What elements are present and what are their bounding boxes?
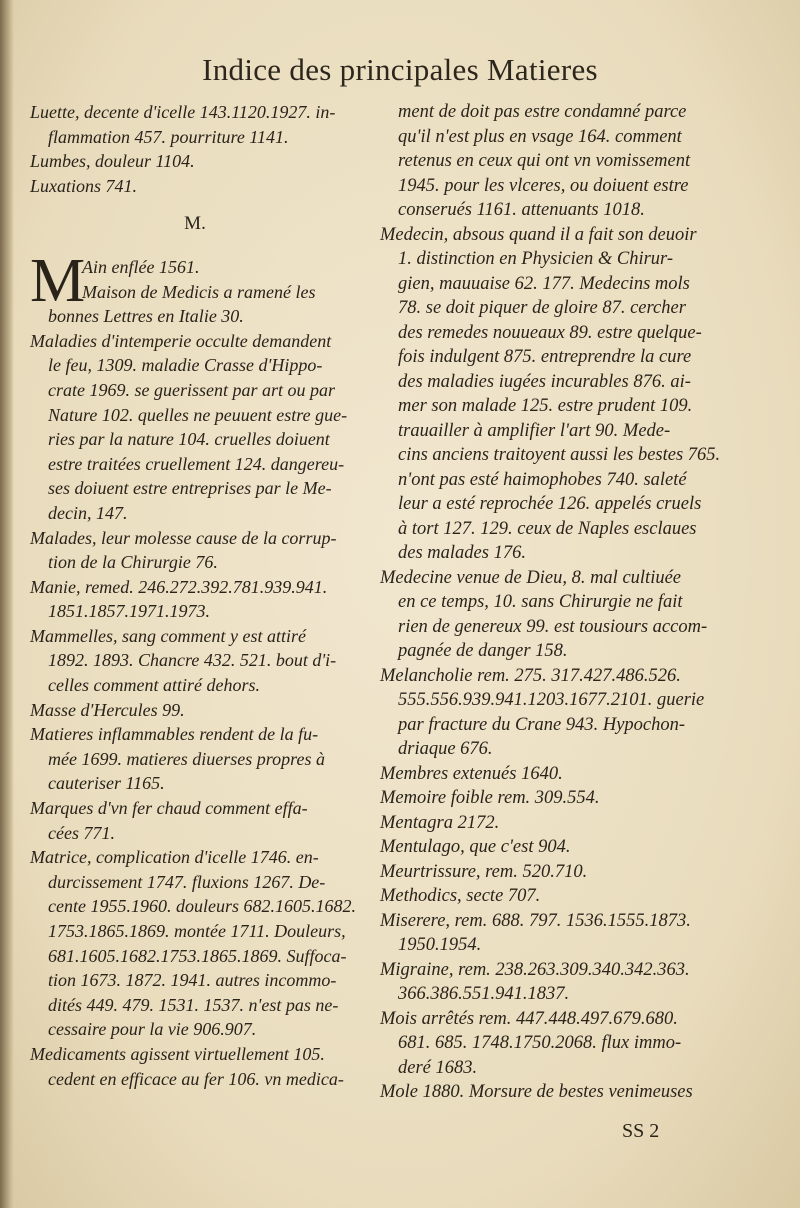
index-line: cins anciens traitoyent aussi les bestes 765. <box>398 445 721 465</box>
index-line: ment de doit pas estre condamné parce <box>398 102 687 122</box>
index-line: Manie, remed. 246.272.392.781.939.941. <box>30 576 328 597</box>
index-line: des maladies iugées incurables 876. ai- <box>398 371 691 392</box>
index-line: 1851.1857.1971.1973. <box>48 601 210 622</box>
index-line: flammation 457. pourriture 1141. <box>48 126 289 147</box>
index-line: Luette, decente d'icelle 143.1120.1927. in- <box>30 102 336 122</box>
index-line: Medecine venue de Dieu, 8. mal cultiuée <box>380 567 682 588</box>
index-line: Mentulago, que c'est 904. <box>380 837 571 857</box>
index-line: durcissement 1747. fluxions 1267. De- <box>48 871 326 892</box>
index-line: Lumbes, douleur 1104. <box>30 151 195 172</box>
index-line: 1. distinction en Physicien & Chirur- <box>398 249 674 269</box>
index-line: Medicaments agissent virtuellement 105. <box>30 1043 325 1064</box>
index-line: Membres extenués 1640. <box>380 763 563 784</box>
index-line: bonnes Lettres en Italie 30. <box>48 306 244 327</box>
index-line: retenus en ceux qui ont vn vomissement <box>398 151 691 171</box>
left-column <box>30 100 360 1091</box>
index-line: driaque 676. <box>398 739 493 759</box>
index-line: ses doiuent estre entreprises par le Me- <box>48 478 332 499</box>
index-line: cées 771. <box>48 822 115 843</box>
index-line: n'ont pas esté haimophobes 740. saleté <box>398 469 687 490</box>
index-line: 1892. 1893. Chancre 432. 521. bout d'i- <box>48 650 337 671</box>
index-line: 366.386.551.941.1837. <box>398 984 570 1004</box>
index-line: celles comment attiré dehors. <box>48 675 260 696</box>
index-line: tion 1673. 1872. 1941. autres incommo- <box>48 970 337 991</box>
index-line: tion de la Chirurgie 76. <box>48 552 218 573</box>
index-line: rien de genereux 99. est tousiours accom- <box>398 616 708 637</box>
index-line: ries par la nature 104. cruelles doiuent <box>48 429 330 450</box>
index-line: en ce temps, 10. sans Chirurgie ne fait <box>398 592 683 612</box>
index-line: trauailler à amplifier l'art 90. Mede- <box>398 420 671 441</box>
index-line: par fracture du Crane 943. Hypochon- <box>398 714 686 735</box>
index-line: cente 1955.1960. douleurs 682.1605.1682. <box>48 896 356 917</box>
index-line: pagnée de danger 158. <box>398 641 568 661</box>
index-line: Masse d'Hercules 99. <box>30 699 185 720</box>
index-line: 681. 685. 1748.1750.2068. flux immo- <box>398 1033 682 1053</box>
index-line: Migraine, rem. 238.263.309.340.342.363. <box>380 959 690 980</box>
index-line: 681.1605.1682.1753.1865.1869. Suffoca- <box>48 945 347 966</box>
index-line: 1753.1865.1869. montée 1711. Douleurs, <box>48 921 346 941</box>
index-line: crate 1969. se guerissent par art ou par <box>48 379 335 400</box>
index-line: Malades, leur molesse cause de la corrup- <box>30 527 337 548</box>
dropcap-block <box>30 246 360 315</box>
index-line: Matieres inflammables rendent de la fu- <box>30 724 319 745</box>
index-line: Melancholie rem. 275. 317.427.486.526. <box>380 665 681 686</box>
index-line: à tort 127. 129. ceux de Naples esclaues <box>398 518 697 539</box>
index-line: Methodics, secte 707. <box>380 886 541 906</box>
index-line: estre traitées cruellement 124. dangereu- <box>48 453 345 474</box>
index-line: Meurtrissure, rem. 520.710. <box>380 861 588 882</box>
left-entries-before <box>30 100 360 198</box>
index-line: 1945. pour les vlceres, ou doiuent estre <box>398 175 689 196</box>
index-line: mée 1699. matieres diuerses propres à <box>48 748 325 769</box>
index-line: fois indulgent 875. entreprendre la cure <box>398 347 692 367</box>
index-line: Luxations 741. <box>30 175 138 196</box>
signature-mark: SS 2 <box>622 1120 660 1142</box>
index-line: Mentagra 2172. <box>380 812 500 833</box>
index-line: conserués 1161. attenuants 1018. <box>398 200 645 220</box>
index-line: leur a esté reprochée 126. appelés cruels <box>398 494 702 514</box>
index-line: cedent en efficace au fer 106. vn medica- <box>48 1068 344 1089</box>
right-entries <box>380 100 765 1105</box>
left-entries-after <box>30 304 360 1091</box>
index-line: Matrice, complication d'icelle 1746. en- <box>30 847 319 868</box>
section-letter: M. <box>184 213 206 235</box>
index-line: 555.556.939.941.1203.1677.2101. guerie <box>398 690 705 710</box>
page-edge-shadow <box>0 0 14 1208</box>
index-line: mer son malade 125. estre prudent 109. <box>398 396 693 416</box>
index-line: Memoire foible rem. 309.554. <box>380 788 600 808</box>
index-line: Medecin, absous quand il a fait son deuoir <box>380 224 697 245</box>
index-line: Maladies d'intemperie occulte demandent <box>30 330 332 351</box>
index-line: Miserere, rem. 688. 797. 1536.1555.1873. <box>380 910 691 931</box>
index-line: gien, mauuaise 62. 177. Medecins mols <box>398 273 690 294</box>
index-line: le feu, 1309. maladie Crasse d'Hippo- <box>48 355 323 376</box>
index-line: decin, 147. <box>48 502 128 523</box>
index-line: dités 449. 479. 1531. 1537. n'est pas ne- <box>48 994 339 1015</box>
index-line: des remedes nouueaux 89. estre quelque- <box>398 322 702 343</box>
index-line: deré 1683. <box>398 1057 478 1078</box>
index-line: Mois arrêtés rem. 447.448.497.679.680. <box>380 1008 678 1029</box>
index-line: Nature 102. quelles ne peuuent estre gue- <box>48 404 348 425</box>
right-column <box>380 100 765 1105</box>
index-line: Mammelles, sang comment y est attiré <box>30 625 306 646</box>
index-line: cessaire pour la vie 906.907. <box>48 1019 257 1040</box>
index-line: qu'il n'est plus en vsage 164. comment <box>398 126 682 147</box>
index-line: 78. se doit piquer de gloire 87. cercher <box>398 298 686 318</box>
index-line: des malades 176. <box>398 543 526 563</box>
index-line: cauteriser 1165. <box>48 773 165 794</box>
page-title: Indice des principales Matieres <box>202 52 598 87</box>
index-line: Maison de Medicis a ramené les <box>82 281 316 302</box>
index-line: Marques d'vn fer chaud comment effa- <box>30 798 308 819</box>
index-line: Mole 1880. Morsure de bestes venimeuses <box>380 1082 693 1102</box>
dropcap-letter: M <box>30 246 86 315</box>
index-line: 1950.1954. <box>398 935 482 955</box>
index-line: Ain enflée 1561. <box>82 256 200 277</box>
